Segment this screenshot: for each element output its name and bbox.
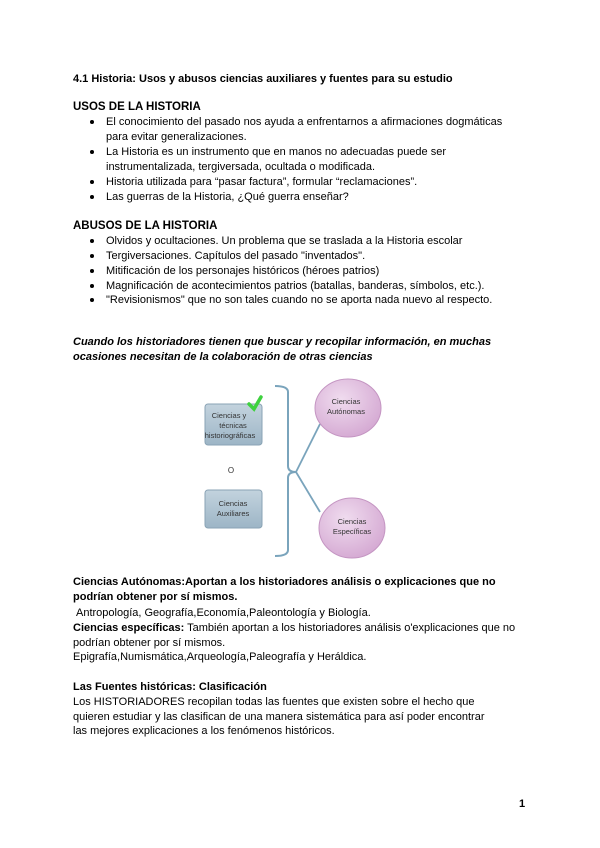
or-label: O [227,466,235,475]
autonomas-list: Antropología, Geografía,Economía,Paleontología y Biología. [76,607,371,619]
arrow-to-autonomas [296,424,320,472]
ellipse1-line: Ciencias [331,397,361,406]
abusos-heading: ABUSOS DE LA HISTORIA [73,220,218,232]
ellipse2-line: Específicas [332,527,372,536]
ellipse1-line: Autónomas [327,407,365,416]
list-item: Las guerras de la Historia, ¿Qué guerra enseñar? [90,190,349,204]
fuentes-heading: Las Fuentes históricas: Clasificación [73,681,267,693]
intro-line: ocasiones necesitan de la colaboración de otras ciencias [73,351,373,363]
box1-line: Ciencias y [211,411,247,420]
bracket [275,386,296,556]
intro-line: Cuando los historiadores tienen que buscar y recopilar información, en muchas [73,336,492,348]
list-item: La Historia es un instrumento que en manos no adecuadas puede ser [90,145,446,159]
list-item: El conocimiento del pasado nos ayuda a enfrentarnos a afirmaciones dogmáticas [90,115,502,129]
especificas-text-cont: podrían obtener por sí mismos. [73,637,226,649]
box1-line: técnicas [219,421,247,430]
usos-heading: USOS DE LA HISTORIA [73,101,201,113]
list-item: Olvidos y ocultaciones. Un problema que se traslada a la Historia escolar [90,234,462,248]
list-item-continuation: para evitar generalizaciones. [106,131,247,143]
page-number: 1 [519,798,526,810]
especificas-text: También aportan a los historiadores análisis o'explicaciones que no [184,622,516,634]
especificas-definition [73,621,515,635]
list-item: Historia utilizada para “pasar factura”, formular “reclamaciones”. [90,175,417,189]
page-title: 4.1 Historia: Usos y abusos ciencias auxiliares y fuentes para su estudio [73,73,453,85]
list-item: Magnificación de acontecimientos patrios (batallas, banderas, símbolos, etc.). [90,279,484,293]
ellipse2-line: Ciencias [337,517,367,526]
list-item: "Revisionismos" que no son tales cuando no se aporta nada nuevo al respecto. [90,293,492,307]
list-item-continuation: instrumentalizada, tergiversada, ocultada o modificada. [106,161,376,173]
especificas-label: Ciencias específicas: [73,622,185,634]
box2-line: Ciencias [218,499,248,508]
box1-line: historiográficas [204,431,256,440]
box2-line: Auxiliares [216,509,250,518]
especificas-list: Epigrafía,Numismática,Arqueología,Paleografía y Heráldica. [73,651,367,663]
fuentes-line: las mejores explicaciones a los fenómenos históricos. [73,725,335,737]
autonomas-definition: podrían obtener por sí mismos. [73,591,238,603]
autonomas-definition: Ciencias Autónomas:Aportan a los historiadores análisis o explicaciones que no [73,576,496,588]
fuentes-line: Los HISTORIADORES recopilan todas las fuentes que existen sobre el hecho que [73,696,475,708]
fuentes-line: quieren estudiar y las clasifican de una manera sistemática para así poder encontrar [73,711,485,723]
list-item: Tergiversaciones. Capítulos del pasado "inventados". [90,249,365,263]
arrow-to-especificas [296,472,320,512]
list-item: Mitificación de los personajes históricos (héroes patrios) [90,264,379,278]
